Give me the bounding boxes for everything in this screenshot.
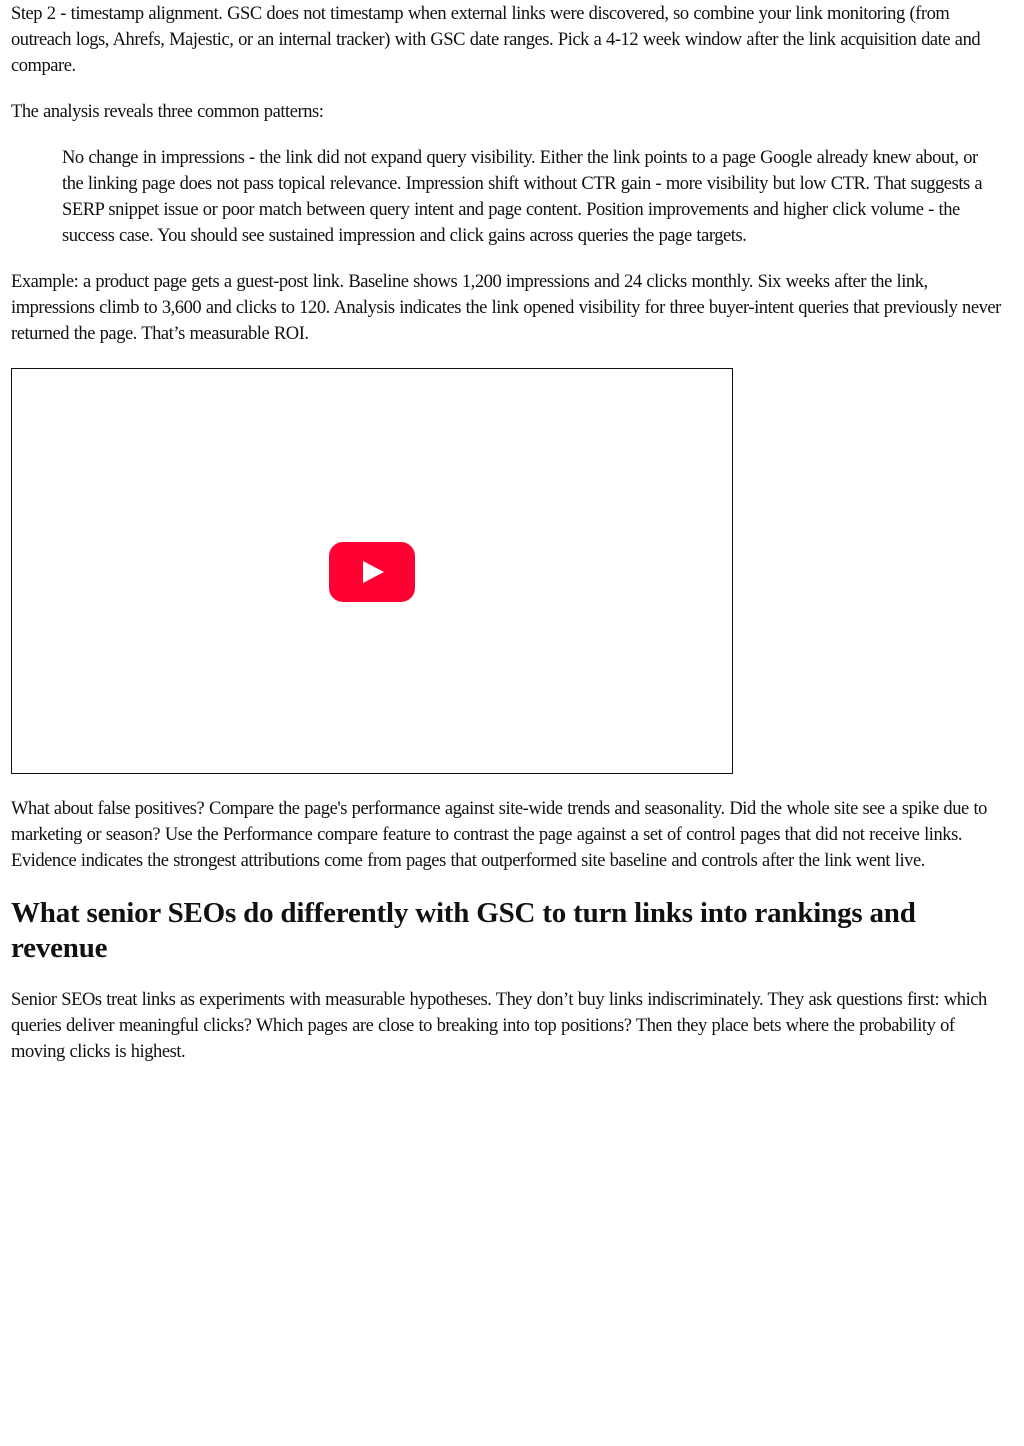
paragraph-false-positives: What about false positives? Compare the page's performance against site-wide trends and seasonality. Did the whole site see a spike due to marketing or season? Use the Performance compare feature to contrast the page against a set of control pages that did not receive links. Evidence indicates the strongest attributions come from pages that outperformed site baseline and controls after the link went live. [11,799,987,871]
blockquote-patterns: No change in impressions - the link did not expand query visibility. Either the link points to a page Google already knew about, or the linking page does not pass topical relevance. Impression shift without CTR gain - more visibility but low CTR. That suggests a SERP snippet issue or poor match between query intent and page content. Position improvements and higher click volume - the success case. You should see sustained impression and click gains across queries the page targets. [62,148,983,246]
section-heading: What senior SEOs do differently with GSC to turn links into rankings and revenue [11,897,916,964]
play-button[interactable] [329,542,415,602]
video-embed[interactable] [11,368,733,774]
paragraph-senior-seos: Senior SEOs treat links as experiments with measurable hypotheses. They don’t buy links indiscriminately. They ask questions first: which queries deliver meaningful clicks? Which pages are close to breaking into top positions? Then they place bets where the probability of moving clicks is highest. [11,990,987,1062]
youtube-play-icon[interactable] [329,542,415,602]
paragraph-example: Example: a product page gets a guest-post link. Baseline shows 1,200 impressions and 24 clicks monthly. Six weeks after the link, impressions climb to 3,600 and clicks to 120. Analysis indicates the link opened visibility for three buyer-intent queries that previously never returned the page. That’s measurable ROI. [11,272,1001,344]
paragraph-step2: Step 2 - timestamp alignment. GSC does not timestamp when external links were discovered, so combine your link monitoring (from outreach logs, Ahrefs, Majestic, or an internal tracker) with GSC date ranges. Pick a 4-12 week window after the link acquisition date and compare. [11,4,981,76]
paragraph-patterns-intro: The analysis reveals three common patterns: [11,102,324,122]
document-page [11,0,1001,1065]
